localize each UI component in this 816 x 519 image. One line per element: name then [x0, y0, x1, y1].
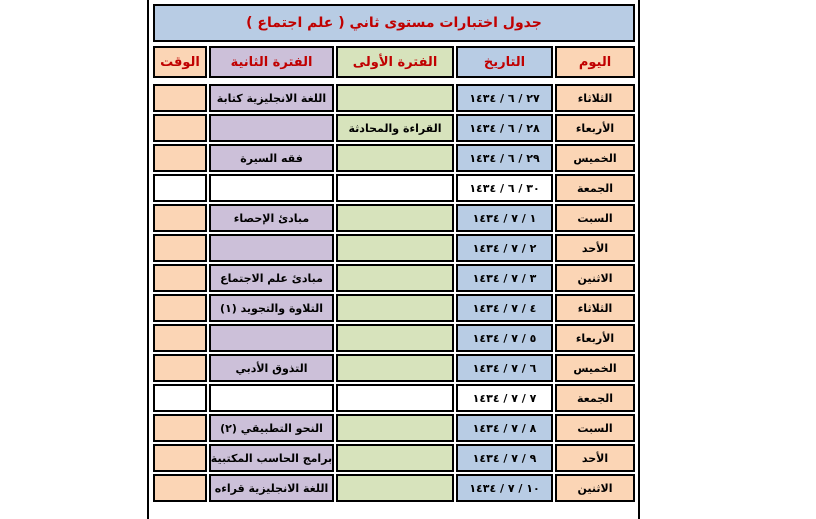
time-cell [153, 444, 207, 472]
date-cell: ١٠ / ٧ / ١٤٣٤ [456, 474, 553, 502]
time-cell [153, 264, 207, 292]
day-cell: الأربعاء [555, 114, 635, 142]
period1-cell [336, 324, 454, 352]
time-cell [153, 114, 207, 142]
period2-cell: مبادئ الإحصاء [209, 204, 334, 232]
day-cell: الخميس [555, 354, 635, 382]
period1-cell [336, 294, 454, 322]
day-cell: الثلاثاء [555, 84, 635, 112]
time-cell [153, 354, 207, 382]
time-cell [153, 324, 207, 352]
day-cell: الأحد [555, 234, 635, 262]
header-date: التاريخ [456, 46, 553, 78]
time-cell [153, 84, 207, 112]
period1-cell: القراءة والمحادثة [336, 114, 454, 142]
day-cell: الجمعة [555, 174, 635, 202]
period1-cell [336, 474, 454, 502]
period1-cell [336, 204, 454, 232]
day-cell: الاثنين [555, 264, 635, 292]
time-cell [153, 144, 207, 172]
period2-cell: مبادئ علم الاجتماع [209, 264, 334, 292]
day-cell: الأربعاء [555, 324, 635, 352]
date-cell: ٣٠ / ٦ / ١٤٣٤ [456, 174, 553, 202]
day-cell: الاثنين [555, 474, 635, 502]
period1-cell [336, 234, 454, 262]
date-cell: ٦ / ٧ / ١٤٣٤ [456, 354, 553, 382]
time-cell [153, 234, 207, 262]
day-cell: السبت [555, 204, 635, 232]
time-cell [153, 474, 207, 502]
date-cell: ٢٩ / ٦ / ١٤٣٤ [456, 144, 553, 172]
time-cell [153, 414, 207, 442]
header-time: الوقت [153, 46, 207, 78]
period2-cell: اللغة الانجليزية قراءه [209, 474, 334, 502]
period2-cell [209, 384, 334, 412]
date-cell: ١ / ٧ / ١٤٣٤ [456, 204, 553, 232]
date-cell: ٢٧ / ٦ / ١٤٣٤ [456, 84, 553, 112]
date-cell: ٢٨ / ٦ / ١٤٣٤ [456, 114, 553, 142]
date-cell: ٤ / ٧ / ١٤٣٤ [456, 294, 553, 322]
period2-cell: فقه السيرة [209, 144, 334, 172]
date-cell: ٨ / ٧ / ١٤٣٤ [456, 414, 553, 442]
day-cell: الخميس [555, 144, 635, 172]
period1-cell [336, 444, 454, 472]
period2-cell [209, 234, 334, 262]
page-title: جدول اختبارات مستوى ثاني ( علم اجتماع ) [153, 4, 635, 42]
header-period2: الفترة الثانية [209, 46, 334, 78]
period1-cell [336, 84, 454, 112]
period1-cell [336, 144, 454, 172]
header-day: اليوم [555, 46, 635, 78]
date-cell: ٧ / ٧ / ١٤٣٤ [456, 384, 553, 412]
period2-cell [209, 324, 334, 352]
period1-cell [336, 354, 454, 382]
period2-cell: اللغة الانجليزية كتابة [209, 84, 334, 112]
date-cell: ٥ / ٧ / ١٤٣٤ [456, 324, 553, 352]
period1-cell [336, 264, 454, 292]
time-cell [153, 294, 207, 322]
period1-cell [336, 174, 454, 202]
period1-cell [336, 414, 454, 442]
day-cell: الثلاثاء [555, 294, 635, 322]
period2-cell: برامج الحاسب المكتبية [209, 444, 334, 472]
period2-cell [209, 174, 334, 202]
period2-cell [209, 114, 334, 142]
period2-cell: النحو التطبيقي (٢) [209, 414, 334, 442]
header-period1: الفترة الأولى [336, 46, 454, 78]
period2-cell: التذوق الأدبي [209, 354, 334, 382]
time-cell [153, 384, 207, 412]
date-cell: ٩ / ٧ / ١٤٣٤ [456, 444, 553, 472]
day-cell: الجمعة [555, 384, 635, 412]
date-cell: ٢ / ٧ / ١٤٣٤ [456, 234, 553, 262]
day-cell: السبت [555, 414, 635, 442]
time-cell [153, 174, 207, 202]
period1-cell [336, 384, 454, 412]
time-cell [153, 204, 207, 232]
date-cell: ٣ / ٧ / ١٤٣٤ [456, 264, 553, 292]
day-cell: الأحد [555, 444, 635, 472]
period2-cell: التلاوة والتجويد (١) [209, 294, 334, 322]
